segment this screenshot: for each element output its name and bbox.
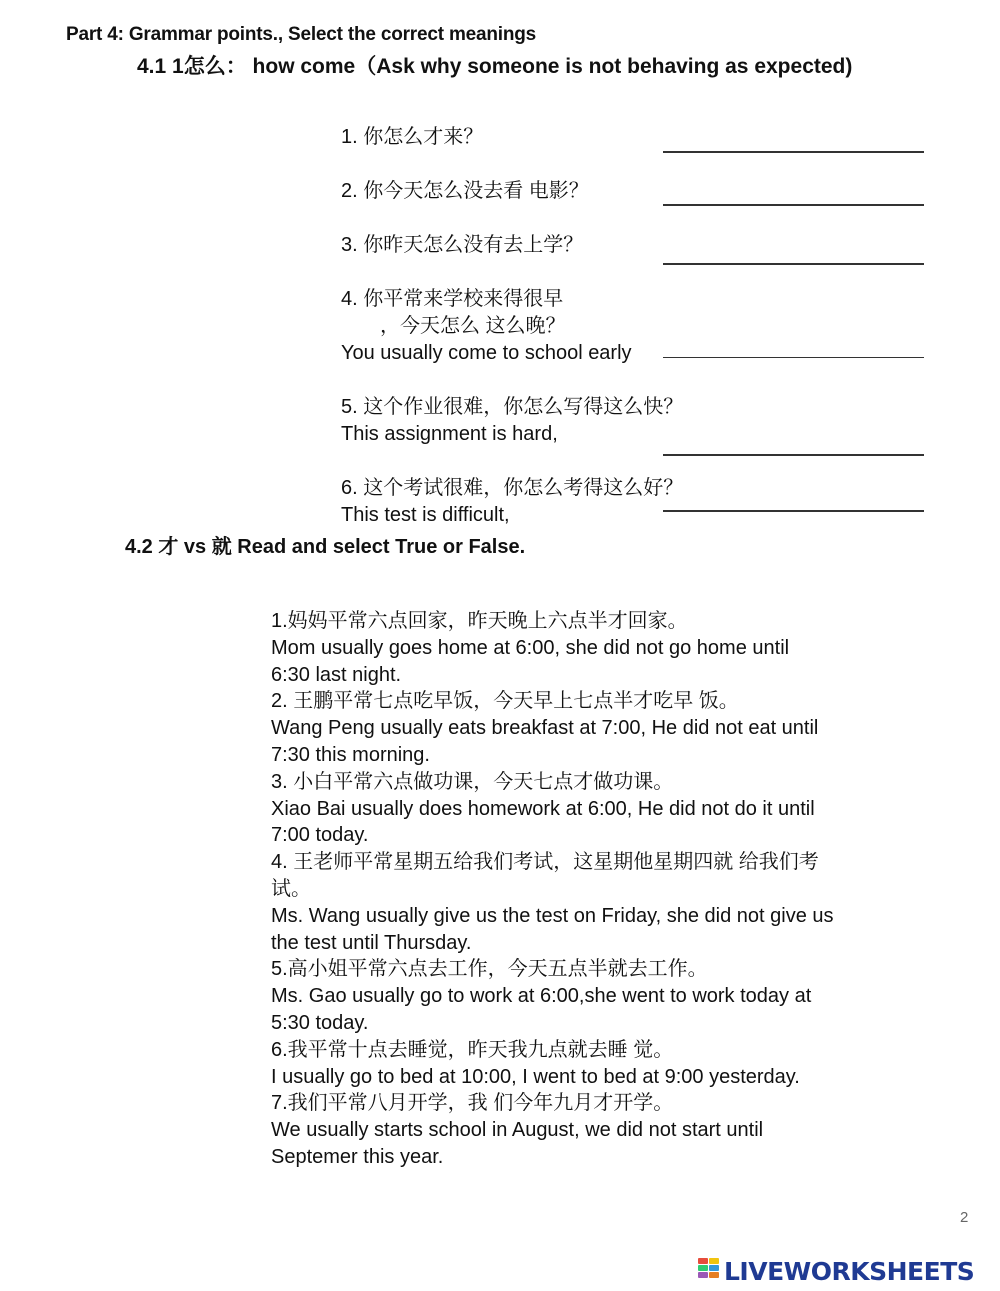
statement-line: 7:30 this morning. xyxy=(271,743,430,766)
statement-line: Septemer this year. xyxy=(271,1145,444,1168)
statement-line: 7:00 today. xyxy=(271,824,369,847)
statement-line: 7.我们平常八月开学，我 们今年九月才开学。 xyxy=(271,1092,674,1115)
question-5-text: 5. 这个作业很难，你怎么写得这么快？ xyxy=(341,396,684,418)
statement-line: Ms. Wang usually give us the test on Friday, she did not give us xyxy=(271,904,834,927)
answer-1-blank[interactable] xyxy=(663,151,924,153)
statement-line: 4. 王老师平常星期五给我们考试，这星期他星期四就 给我们考 xyxy=(271,851,819,874)
statement-line: I usually go to bed at 10:00, I went to bed at 9:00 yesterday. xyxy=(271,1065,800,1088)
statement-line: 5.高小姐平常六点去工作，今天五点半就去工作。 xyxy=(271,958,708,981)
statement-line: 6.我平常十点去睡觉，昨天我九点就去睡 觉。 xyxy=(271,1038,674,1061)
section-42-statements xyxy=(271,608,931,1171)
section-41-heading: 4.1 1怎么： how come（Ask why someone is not behaving as expected) xyxy=(137,55,853,78)
liveworksheets-logo xyxy=(698,1256,974,1286)
statement-line: Wang Peng usually eats breakfast at 7:00, He did not eat until xyxy=(271,717,819,740)
question-4-english: You usually come to school early xyxy=(341,342,632,364)
statement-line: 试。 xyxy=(271,877,311,900)
answer-6-blank[interactable] xyxy=(663,510,924,512)
answer-4-blank[interactable] xyxy=(663,357,924,358)
question-5-english: This assignment is hard, xyxy=(341,423,558,445)
answer-2-blank[interactable] xyxy=(663,204,924,206)
page-number: 2 xyxy=(960,1209,969,1226)
question-4-text-line2: ，今天怎么 这么晚？ xyxy=(380,315,566,337)
section-42-heading: 4.2 才 vs 就 Read and select True or False. xyxy=(125,536,526,558)
statement-line: 6:30 last night. xyxy=(271,663,402,686)
answer-3-blank[interactable] xyxy=(663,263,924,265)
liveworksheets-brand-text: LIVEWORKSHEETS xyxy=(724,1256,975,1286)
statement-line: 3. 小白平常六点做功课，今天七点才做功课。 xyxy=(271,770,674,793)
liveworksheets-logo-icon xyxy=(698,1258,720,1284)
statement-line: 1.妈妈平常六点回家，昨天晚上六点半才回家。 xyxy=(271,610,688,632)
question-3-text: 3. 你昨天怎么没有去上学？ xyxy=(341,234,584,256)
question-6-text: 6. 这个考试很难，你怎么考得这么好？ xyxy=(341,477,684,499)
statement-line: We usually starts school in August, we did not start until xyxy=(271,1119,764,1142)
statement-line: Mom usually goes home at 6:00, she did not go home until xyxy=(271,636,790,659)
statement-line: 5:30 today. xyxy=(271,1011,369,1034)
question-2-text: 2. 你今天怎么没去看 电影？ xyxy=(341,180,589,202)
statement-line: the test until Thursday. xyxy=(271,931,472,954)
part-heading: Part 4: Grammar points., Select the correct meanings xyxy=(66,24,537,45)
question-6-english: This test is difficult, xyxy=(341,504,510,526)
answer-5-blank[interactable] xyxy=(663,454,924,456)
question-4-text-line1: 4. 你平常来学校来得很早 xyxy=(341,288,564,310)
statement-line: 2. 王鹏平常七点吃早饭，今天早上七点半才吃早 饭。 xyxy=(271,690,739,713)
question-1-text: 1. 你怎么才来？ xyxy=(341,126,484,148)
statement-line: Ms. Gao usually go to work at 6:00,she went to work today at xyxy=(271,985,812,1008)
statement-line: Xiao Bai usually does homework at 6:00, He did not do it until xyxy=(271,797,815,820)
